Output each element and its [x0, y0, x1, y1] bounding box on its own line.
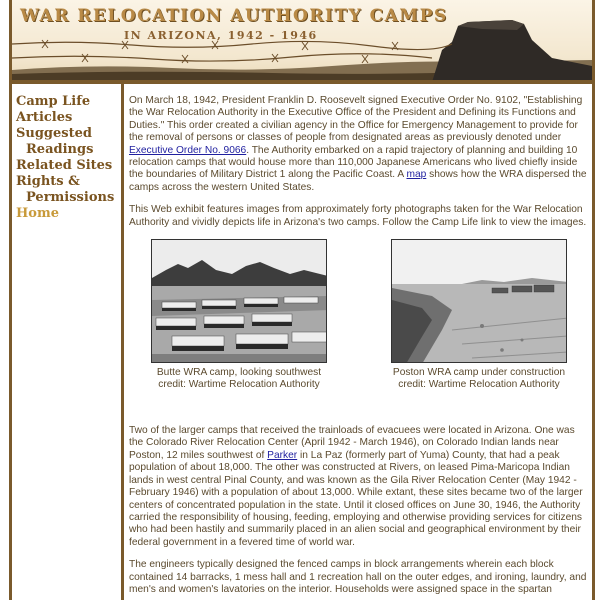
poston-photo-caption [369, 367, 589, 391]
parker-link[interactable]: Parker [267, 449, 298, 461]
intro-text: On March 18, 1942, President Franklin D. Roosevelt signed Executive Order No. 9102, "Establishing the War Relocation Authority in the Executive Office of the President and Defining its Functions and Duties." This order created a civilian agency in the Office for Emergency Management to provide for the removal of persons or classes of people from designated areas as previously denoted under [129, 95, 583, 144]
map-link[interactable]: map [406, 169, 427, 181]
sidebar-item-home[interactable] [16, 206, 120, 222]
sidebar-item-label-line2: Readings [26, 142, 94, 157]
sidebar-item-label: Related Sites [16, 158, 113, 173]
poston-camp-image [392, 240, 567, 363]
intro-text: shows how the WRA dispersed the camps across the western United States. [129, 169, 587, 193]
sidebar-item-label: Home [16, 206, 59, 221]
body-text: Two of the larger camps that received the trainloads of evacuees were located in Arizona. One was the Colorado River Relocation Center (April 1942 - March 1946), on Colorado Indian lands near Poston, 12 miles southwest of [129, 425, 575, 461]
caption-line: Poston WRA camp under construction [392, 367, 566, 379]
caption-credit: credit: Wartime Relocation Authority [158, 379, 320, 391]
sidebar-item-rights-permissions[interactable] [16, 174, 120, 206]
executive-order-link[interactable]: Executive Order No. 9066 [129, 144, 247, 156]
engineers-paragraph: The engineers typically designed the fenced camps in block arrangements wherein each block contained 14 barracks, 1 mess hall and 1 recreation hall on the outer edges, and ironing, laundry, and men's and women's lavatories on the interior. Households were assigned space in the spartan [129, 559, 587, 595]
intro-paragraph [129, 95, 587, 194]
sidebar-item-articles[interactable] [16, 110, 120, 126]
sidebar-divider [121, 84, 124, 600]
sidebar-item-label: Camp Life [16, 94, 91, 109]
sidebar-item-label: Articles [16, 110, 73, 125]
exhibit-paragraph: This Web exhibit features images from approximately forty photographs taken for the War Relocation Authority and vividly depicts life in Arizona's two camps. Follow the Camp Life link to view the images. [129, 204, 587, 228]
body-text: in La Paz (formerly part of Yuma) County, that had a peak population of about 18,000. The other was constructed at Rivers, on leased Pima-Maricopa Indian lands in west central Pinal County, and was known as the Gila River Relocation Center (May 1942 - February 1946) with a population of about 13,000. While extant, these sites became two of the larger centers of concentrated population in the state. Until it closed offices on June 30, 1946, the Authority carried the responsibility of housing, feeding, employing and otherwise providing services for citizens who had been hastily and summarily placed in an alien social and geographical environment by their federal government in a fevered time of world war. [129, 449, 583, 548]
sidebar-item-camp-life[interactable] [16, 94, 120, 110]
poston-camp-photo[interactable] [391, 239, 567, 363]
main-content [129, 95, 587, 606]
site-title: WAR RELOCATION AUTHORITY CAMPS [20, 6, 448, 26]
intro-text: . The Authority embarked on a rapid trajectory of planning and building 10 relocation camps that would house more than 110,000 Japanese Americans who lived chiefly inside the boundaries of Military District 1 along the Pacific Coast. A [129, 144, 578, 181]
sidebar-item-suggested-readings[interactable] [16, 126, 120, 158]
sidebar-item-label: Rights & [16, 174, 80, 189]
sidebar-item-label-line2: Permissions [26, 190, 115, 205]
header-banner [12, 0, 592, 82]
site-subtitle: IN ARIZONA, 1942 - 1946 [124, 29, 318, 42]
caption-line: Butte WRA camp, looking southwest [156, 367, 322, 379]
butte-camp-photo[interactable] [151, 239, 327, 363]
sidebar-item-label: Suggested [16, 126, 92, 141]
banner-divider [9, 80, 595, 84]
photo-row [129, 239, 587, 419]
sidebar-nav [16, 94, 120, 222]
caption-credit: credit: Wartime Relocation Authority [398, 379, 560, 391]
butte-photo-caption [129, 367, 349, 391]
camps-paragraph [129, 425, 587, 549]
sidebar-item-related-sites[interactable] [16, 158, 120, 174]
butte-camp-image [152, 240, 327, 363]
